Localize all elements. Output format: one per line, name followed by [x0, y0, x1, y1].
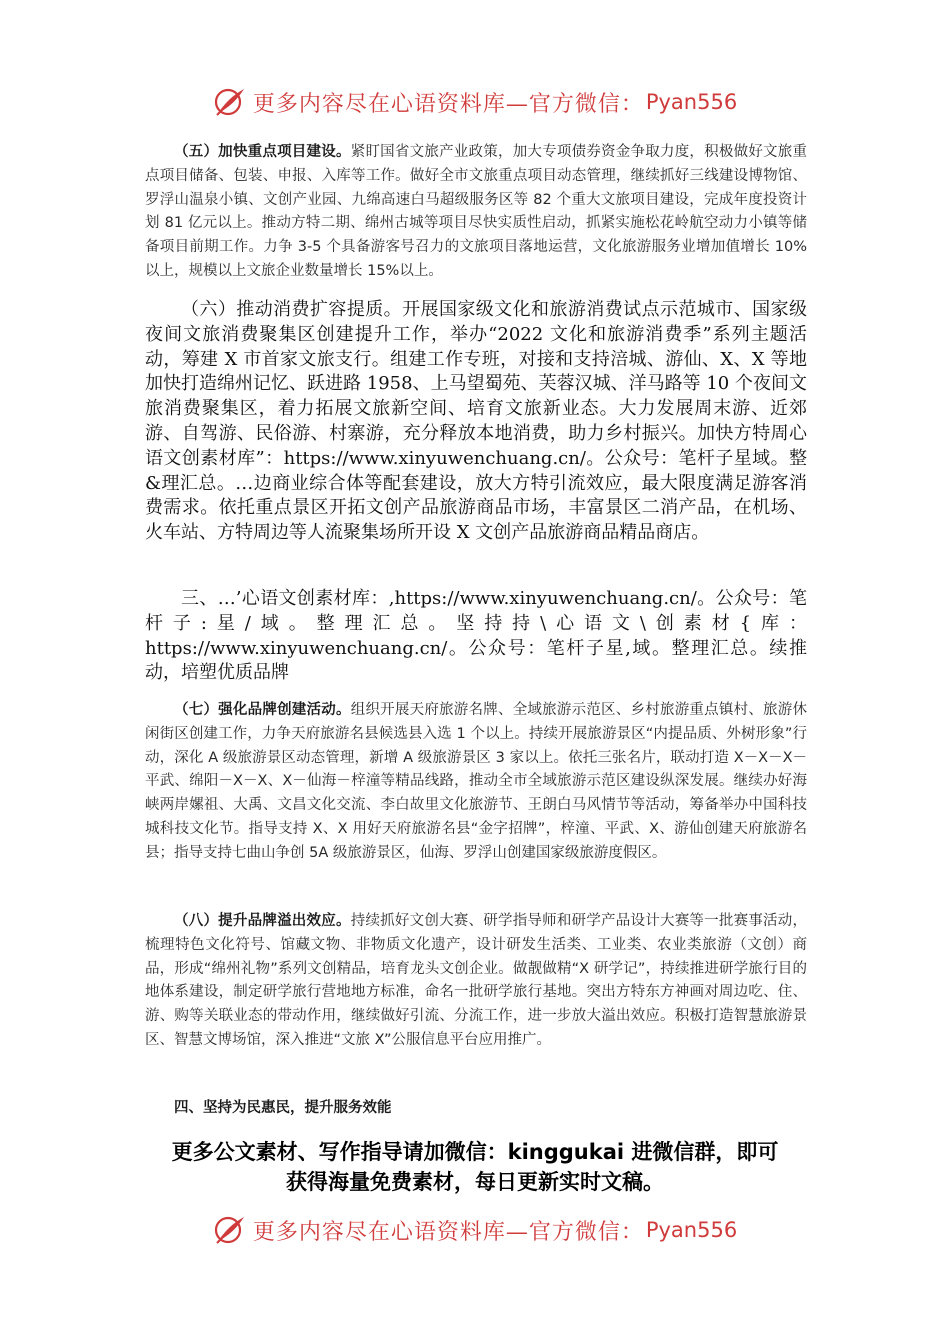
section-6-paragraph: （六）推动消费扩容提质。开展国家级文化和旅游消费试点示范城市、国家级夜间文旅消费聚集区创建提升工作，举办“2022 文化和旅游消费季”系列主题活动，筹建 X 市首家文旅支行。组建工作专班，对接和支持涪城、游仙、X、X 等地加快打造绵州记忆、跃进路 1958、上马望蜀苑、芙蓉汉城、洋马路等 10 个夜间文旅消费聚集区，着力拓展文旅新空间、培育文旅新业态。大力发展周末游、近郊游、自驾游、民俗游、村寨游，充分释放本地消费，助力乡村振兴。加快方特周心语文创素材库”：https://www.xinyuwenchuang.cn/。公众号：笔杆子星域。整&理汇总。…边商业综合体等配套建设，放大方特引流效应，最大限度满足游客消费需求。依托重点景区开拓文创产品旅游商品市场，丰富景区二消产品，在机场、火车站、方特周边等人流聚集场所开设 X 文创产品旅游商品精品商店。 [145, 299, 807, 544]
cta-line-1: 更多公文素材、写作指导请加微信：kinggukai 进微信群，即可 [171, 1140, 779, 1164]
footer-banner-text: 更多内容尽在心语资料库—官方微信： [252, 1219, 644, 1245]
header-banner-text: 更多内容尽在心语资料库—官方微信： [252, 91, 644, 117]
footer-banner[interactable] [0, 1208, 950, 1252]
header-banner-id: Pyan556 [645, 90, 738, 114]
quill-logo-icon [213, 1213, 247, 1247]
section-7-paragraph [145, 699, 807, 866]
section-4-heading-text: 四、坚持为民惠民，提升服务效能 [174, 1100, 392, 1116]
cta-line-2: 获得海量免费素材，每日更新实时文稿。 [286, 1170, 664, 1194]
header-banner[interactable] [0, 80, 950, 124]
section-8-body: 持续抓好文创大赛、研学指导师和研学产品设计大赛等一批赛事活动，梳理特色文化符号、馆藏文物、非物质文化遗产，设计研发生活类、工业类、农业类旅游（文创）商品，形成“绵州礼物”系列文创精品，培育龙头文创企业。做靓做精“X 研学记”，持续推进研学旅行目的地体系建设，制定研学旅行营地地方标准，命名一批研学旅行基地。突出方特东方神画对周边吃、住、游、购等关联业态的带动作用，继续做好引流、分流工作，进一步放大溢出效应。积极打造智慧旅游景区、智慧文博场馆，深入推进“文旅 X”公服信息平台应用推广。 [145, 913, 808, 1048]
section-8-lead: （八）提升品牌溢出效应。 [174, 913, 351, 929]
section-7-lead: （七）强化品牌创建活动。 [174, 702, 351, 718]
section-5-lead: （五）加快重点项目建设。 [174, 144, 351, 160]
call-to-action [100, 1137, 850, 1197]
footer-banner-id: Pyan556 [645, 1218, 738, 1242]
section-4-heading [145, 1097, 807, 1121]
section-3-heading: 三、…’心语文创素材库：,https://www.xinyuwenchuang.cn/。公众号：笔杆子:星/域。整理汇总。坚持持\心语文\创素材{库：https://www.xinyuwenchuang.cn/。公众号：笔杆子星,域。整理汇总。续推动，培塑优质品牌 [145, 588, 807, 684]
section-5-paragraph [145, 141, 807, 284]
section-8-paragraph [145, 910, 807, 1053]
quill-logo-icon [213, 85, 247, 119]
section-7-body: 组织开展天府旅游名牌、全域旅游示范区、乡村旅游重点镇村、旅游休闲街区创建工作，力争天府旅游名县候选县入选 1 个以上。持续开展旅游景区“内提品质、外树形象”行动，深化 A 级旅游景区动态管理，新增 A 级旅游景区 3 家以上。依托三张名片，联动打造 X－X－X－平武、绵阳－X－X、X－仙海－梓潼等精品线路，推动全市全域旅游示范区建设纵深发展。继续办好海峡两岸嫘祖、大禹、文昌文化交流、李白故里文化旅游节、王朗白马风情节等活动，筹备举办中国科技城科技文化节。指导支持 X、X 用好天府旅游名县“金字招牌”，梓潼、平武、X、游仙创建天府旅游名县；指导支持七曲山争创 5A 级旅游景区，仙海、罗浮山创建国家级旅游度假区。 [145, 702, 808, 861]
section-5-body: 紧盯国省文旅产业政策，加大专项债券资金争取力度，积极做好文旅重点项目储备、包装、申报、入库等工作。做好全市文旅重点项目动态管理，继续抓好三线建设博物馆、罗浮山温泉小镇、文创产业园、九绵高速白马超级服务区等 82 个重大文旅项目建设，完成年度投资计划 81 亿元以上。推动方特二期、绵州古城等项目尽快实质性启动，抓紧实施松花岭航空动力小镇等储备项目前期工作。力争 3-5 个具备游客号召力的文旅项目落地运营，文化旅游服务业增加值增长 10%以上，规模以上文旅企业数量增长 15%以上。 [145, 144, 808, 279]
